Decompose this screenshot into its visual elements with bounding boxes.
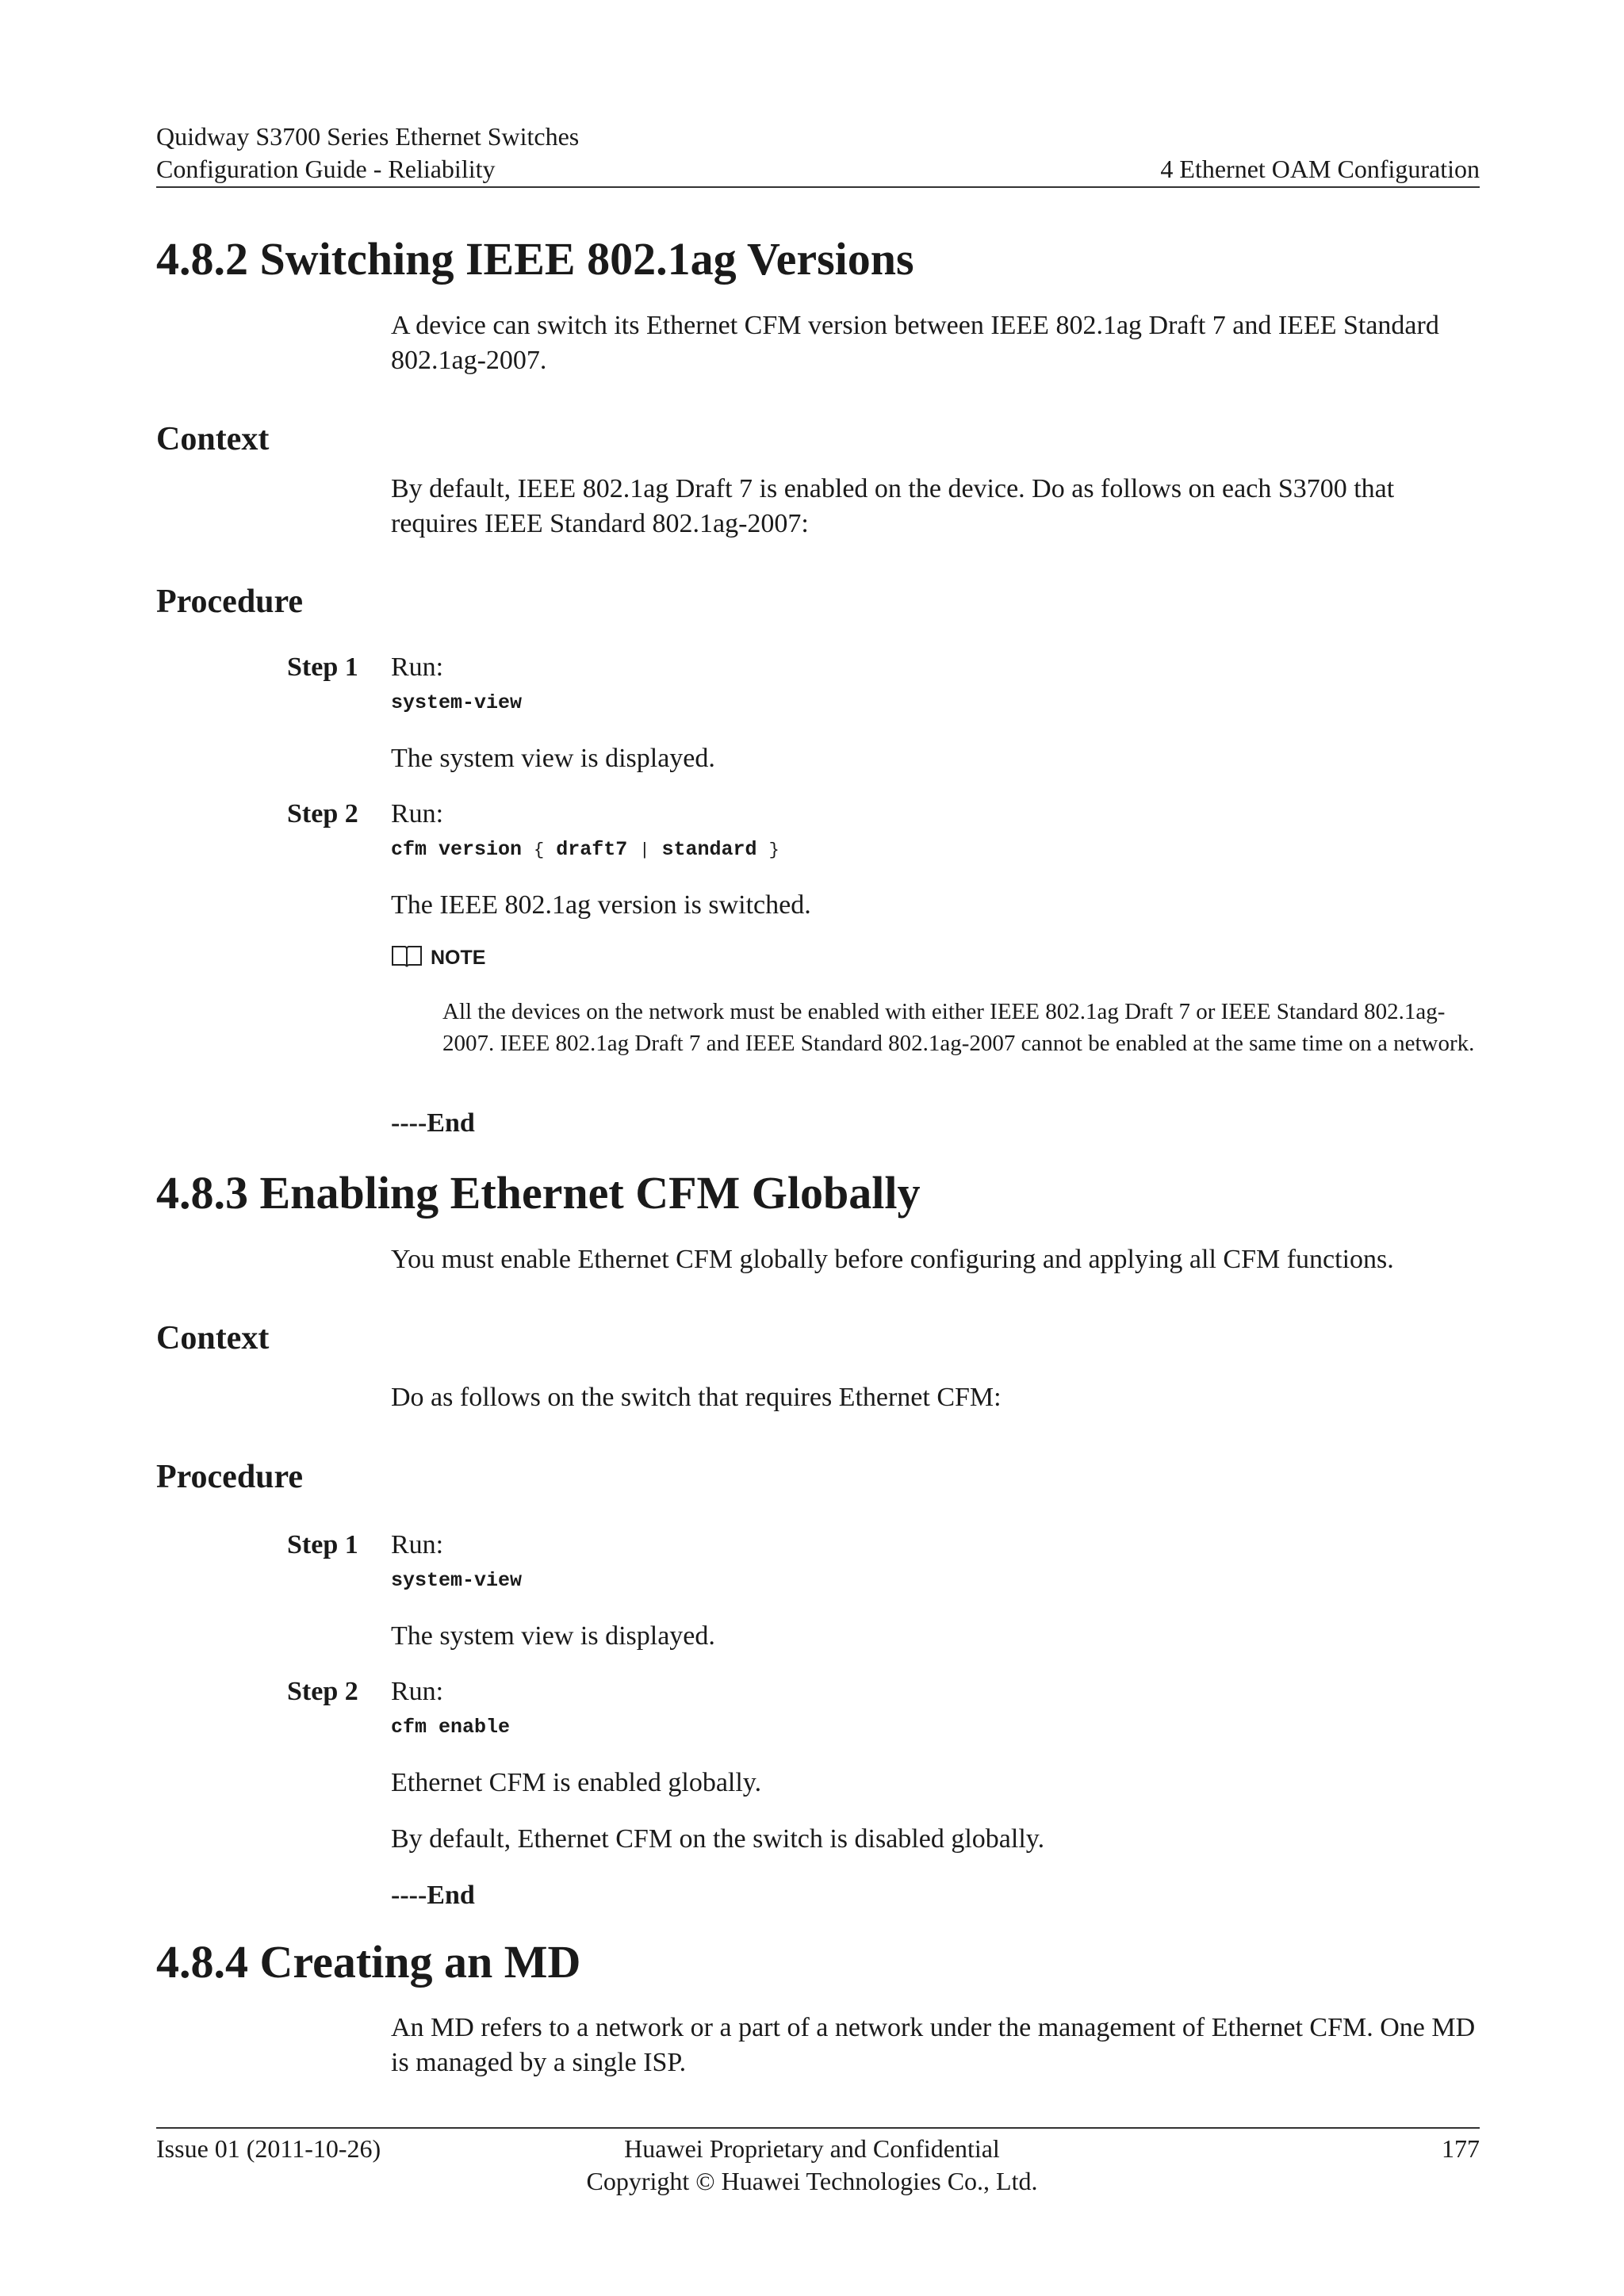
procedure-end: ----End: [391, 1108, 475, 1138]
book-icon: [391, 943, 423, 973]
command-keyword: system-view: [391, 691, 523, 714]
context-heading-4-8-3: Context: [156, 1320, 270, 1357]
section-title-4-8-3: 4.8.3 Enabling Ethernet CFM Globally: [156, 1167, 921, 1219]
header-product-line1: Quidway S3700 Series Ethernet Switches: [156, 122, 580, 151]
procedure-heading-4-8-2: Procedure: [156, 584, 304, 620]
procedure-heading-4-8-3: Procedure: [156, 1459, 304, 1495]
note-label: NOTE: [431, 947, 486, 969]
command-line: [391, 691, 522, 716]
header-product: [156, 121, 579, 186]
footer-center: [0, 2133, 1624, 2198]
header-rule: [156, 186, 1480, 188]
command-symbol: |: [639, 840, 650, 860]
step-label: Step 1: [287, 1530, 358, 1559]
step-run: Run:: [391, 652, 444, 682]
section-intro-4-8-4: An MD refers to a network or a part of a network under the management of Ethernet CFM. One MD is managed by a single ISP.: [391, 2013, 1476, 2077]
command-line: [391, 1715, 510, 1740]
footer-copyright: Copyright © Huawei Technologies Co., Ltd.: [586, 2167, 1038, 2195]
step-run: Run:: [391, 1677, 444, 1706]
procedure-end: ----End: [391, 1881, 475, 1910]
step-label: Step 2: [287, 1677, 358, 1706]
section-title-4-8-2: 4.8.2 Switching IEEE 802.1ag Versions: [156, 233, 914, 285]
step-label: Step 1: [287, 652, 358, 682]
context-text-4-8-2: By default, IEEE 802.1ag Draft 7 is enabled on the device. Do as follows on each S3700 that requires IEEE Standard 802.1ag-2007:: [391, 474, 1395, 538]
note-text: All the devices on the network must be enabled with either IEEE 802.1ag Draft 7 or IEEE Standard 802.1ag-2007. IEEE 802.1ag Draft 7 and IEEE Standard 802.1ag-2007 cannot be enabled at the same time on a network.: [442, 999, 1475, 1056]
step-label: Step 2: [287, 799, 358, 828]
command-keyword: system-view: [391, 1569, 523, 1592]
section-title-4-8-4: 4.8.4 Creating an MD: [156, 1936, 581, 1988]
step-default-note: By default, Ethernet CFM on the switch is disabled globally.: [391, 1824, 1045, 1854]
footer-rule: [156, 2127, 1480, 2129]
step-run: Run:: [391, 799, 444, 828]
command-keyword: cfm enable: [391, 1716, 511, 1739]
section-intro-4-8-3: You must enable Ethernet CFM globally before configuring and applying all CFM functions.: [391, 1245, 1394, 1274]
command-line: [391, 1568, 522, 1594]
page-number: 177: [1442, 2134, 1480, 2163]
context-heading-4-8-2: Context: [156, 421, 270, 457]
note-header: [391, 943, 485, 973]
footer-issue: Issue 01 (2011-10-26): [156, 2134, 381, 2163]
command-keyword: draft7: [556, 838, 628, 861]
step-result: The system view is displayed.: [391, 744, 715, 773]
command-keyword: cfm version: [391, 838, 523, 861]
step-result: The IEEE 802.1ag version is switched.: [391, 890, 811, 920]
section-intro-4-8-2: A device can switch its Ethernet CFM version between IEEE 802.1ag Draft 7 and IEEE Standard 802.1ag-2007.: [391, 311, 1439, 375]
command-keyword: standard: [661, 838, 757, 861]
header-product-line2: Configuration Guide - Reliability: [156, 155, 496, 183]
command-symbol: {: [534, 840, 545, 860]
step-result: The system view is displayed.: [391, 1621, 715, 1651]
step-run: Run:: [391, 1530, 444, 1559]
command-line: [391, 837, 779, 863]
footer-proprietary: Huawei Proprietary and Confidential: [624, 2134, 1000, 2163]
command-symbol: }: [768, 840, 779, 860]
context-text-4-8-3: Do as follows on the switch that requires Ethernet CFM:: [391, 1383, 1002, 1412]
header-chapter: 4 Ethernet OAM Configuration: [1160, 155, 1480, 183]
step-result: Ethernet CFM is enabled globally.: [391, 1768, 762, 1797]
